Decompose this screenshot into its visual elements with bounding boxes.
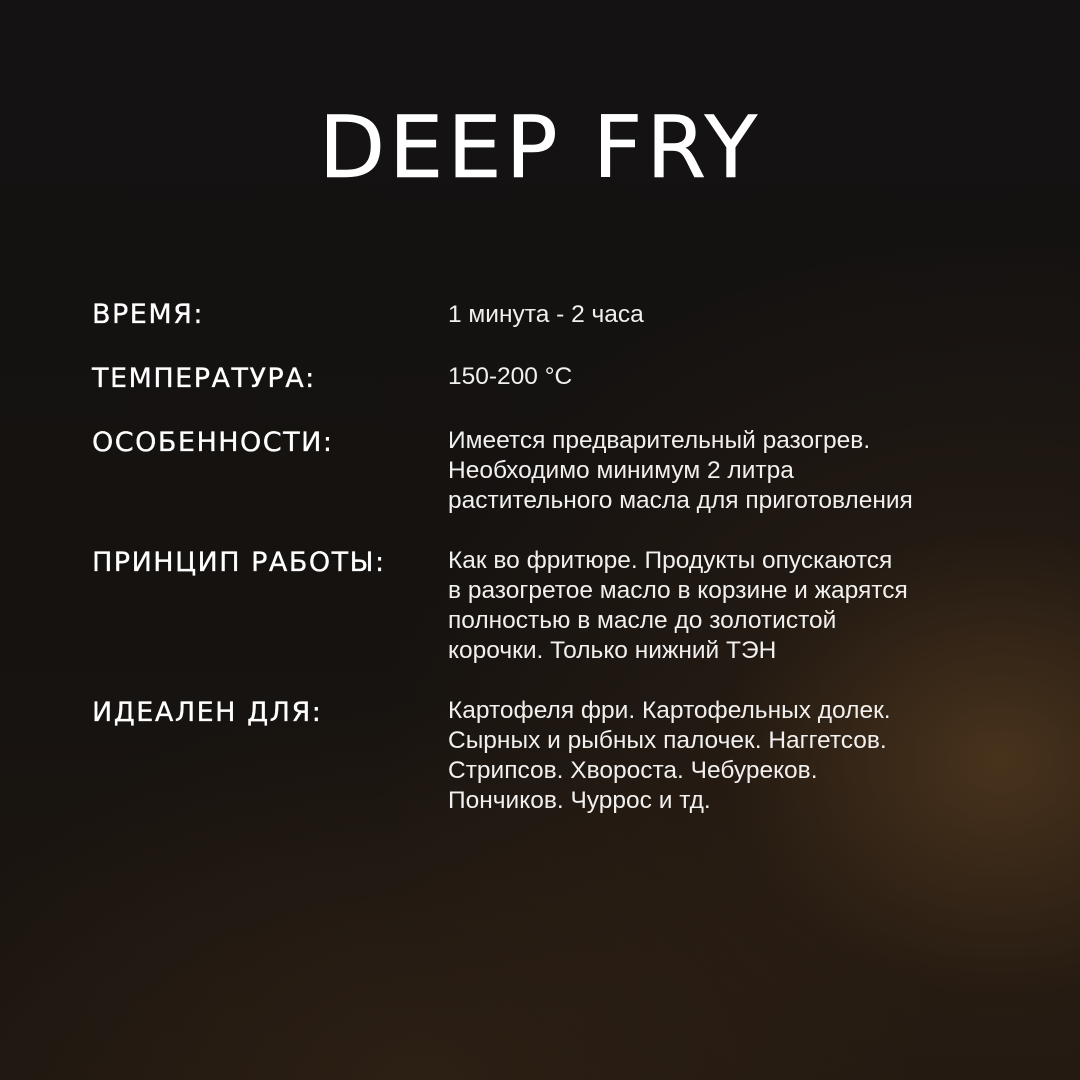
spec-value-time: 1 минута - 2 часа (448, 301, 644, 328)
spec-label-ideal-for: ИДЕАЛЕН ДЛЯ: (92, 697, 323, 728)
spec-value-temperature: 150-200 °С (448, 363, 573, 390)
page-title: DEEP FRY (318, 98, 762, 198)
spec-row-principle (92, 546, 1012, 666)
spec-value-ideal-for: Картофеля фри. Картофельных долек. Сырных и рыбных палочек. Наггетсов. Стрипсов. Хвороста. Чебуреков. Пончиков. Чуррос и тд. (448, 697, 891, 814)
spec-value-features: Имеется предварительный разогрев. Необходимо минимум 2 литра растительного масла для приготовления (448, 427, 913, 514)
spec-row-ideal-for (92, 696, 1012, 816)
spec-label-principle: ПРИНЦИП РАБОТЫ: (92, 547, 386, 578)
spec-row-temperature (92, 362, 1012, 396)
specs-list (92, 298, 1012, 846)
spec-label-temperature: ТЕМПЕРАТУРА: (92, 363, 316, 394)
spec-value-principle: Как во фритюре. Продукты опускаются в разогретое масло в корзине и жарятся полностью в масле до золотистой корочки. Только нижний ТЭН (448, 547, 908, 664)
spec-label-features: ОСОБЕННОСТИ: (92, 427, 334, 458)
spec-row-time (92, 298, 1012, 332)
spec-row-features (92, 426, 1012, 516)
spec-label-time: ВРЕМЯ: (92, 299, 205, 330)
